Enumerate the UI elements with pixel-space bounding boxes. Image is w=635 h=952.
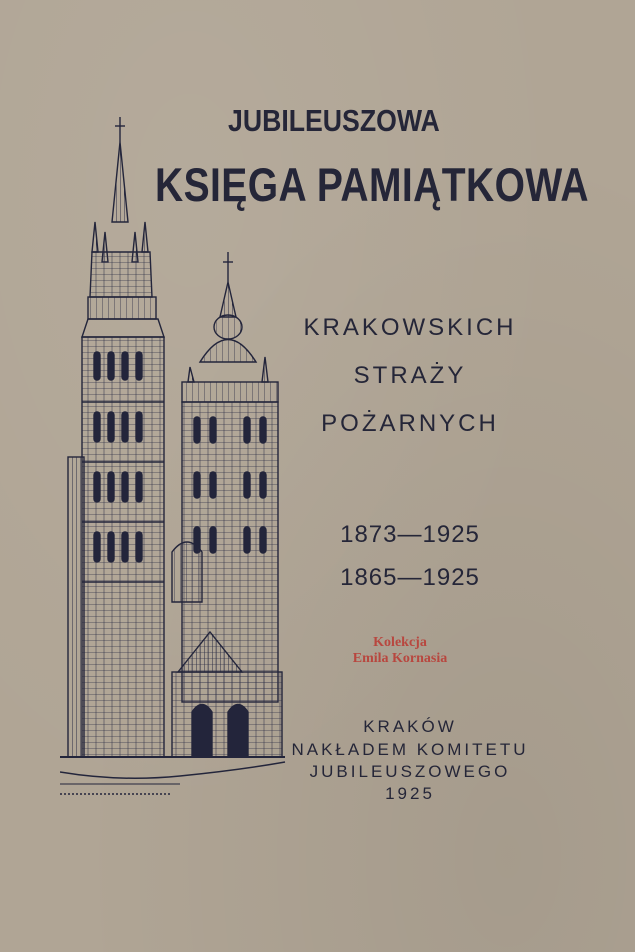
subtitle-line-2: STRAŻY	[353, 362, 467, 389]
title-line-1: JUBILEUSZOWA	[228, 103, 440, 138]
subtitle-line-3: POŻARNYCH	[321, 410, 499, 437]
publisher-year: 1925	[385, 784, 435, 803]
publisher-line-2: JUBILEUSZOWEGO	[309, 762, 511, 781]
church-towers-engraving	[60, 112, 290, 802]
publisher-city: KRAKÓW	[363, 717, 457, 736]
years-range-2: 1865—1925	[340, 564, 480, 591]
publisher-line-1: NAKŁADEM KOMITETU	[291, 740, 529, 759]
collection-stamp-line-2: Emila Kornasia	[352, 651, 448, 666]
collection-stamp-line-1: Kolekcja	[373, 635, 427, 650]
subtitle-line-1: KRAKOWSKICH	[303, 314, 517, 341]
title-line-2: KSIĘGA PAMIĄTKOWA	[155, 158, 589, 211]
years-range-1: 1873—1925	[340, 521, 480, 548]
